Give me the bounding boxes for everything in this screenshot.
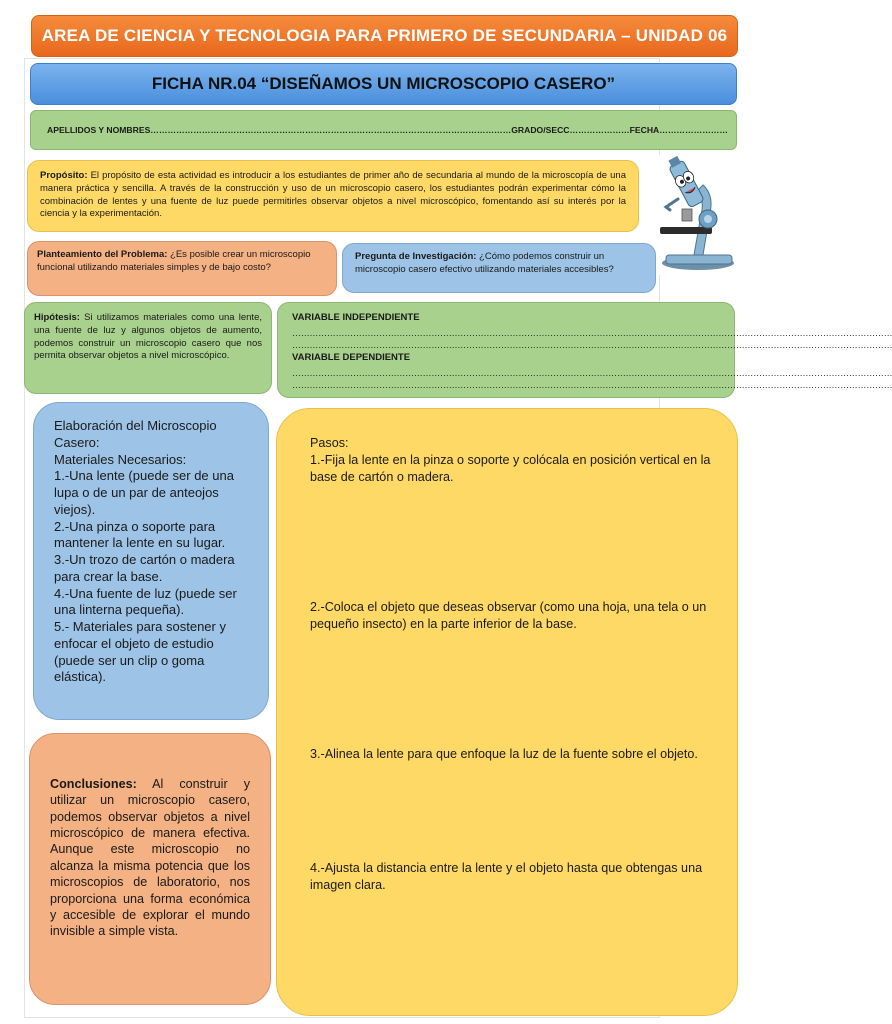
hypothesis-box [24,302,272,394]
problem-text: ¿Es posible crear un microscopio funcional utilizando materiales simples y de bajo costo? [37,249,311,273]
microscope-cartoon-icon [648,155,736,275]
step-item: 1.-Fija la lente en la pinza o soporte y colócala en posición vertical en la base de cartón o madera. [310,453,711,485]
independent-variable-label: VARIABLE INDEPENDIENTE [292,312,420,323]
purpose-box [27,160,639,232]
material-item: 5.- Materiales para sostener y enfocar el objeto de estudio (puede ser un clip o goma elástica). [54,619,226,685]
materials-heading: Elaboración del Microscopio Casero: [54,418,217,450]
worksheet-title-banner [30,63,737,105]
worksheet-title: FICHA NR.04 “DISEÑAMOS UN MICROSCOPIO CASERO” [151,74,616,93]
material-item: 2.-Una pinza o soporte para mantener la lente en su lugar. [54,518,226,551]
student-info-line: APELLIDOS Y NOMBRES………………………………………………………………………………………………………………GRADO/SECC…………………FECHA…………………… [47,125,728,135]
conclusions-label: Conclusiones: [50,777,137,791]
question-text: ¿Cómo podemos construir un microscopio casero efectivo utilizando materiales accesibles? [355,251,614,275]
unit-title-banner [31,15,738,57]
material-item: 1.-Una lente (puede ser de una lupa o de un par de anteojos viejos). [54,468,234,517]
steps-box [276,408,738,1016]
hypothesis-label: Hipótesis: [34,312,80,323]
conclusions-text: Al construir y utilizar un microscopio casero, podemos observar objetos a nivel microscópico de manera efectiva. Aunque este microscopio no alcanza la misma potencia que los microscopios de laboratorio, nos proporciona una forma económica y accesible de explorar el mundo invisible a simple vista. [50,777,250,939]
material-item: 3.-Un trozo de cartón o madera para crear la base. [54,552,235,584]
independent-variable-line-1[interactable]: ……………………………………………………………………………………………………………………………………………………………………………………… [292,327,892,338]
step-item: 2.-Coloca el objeto que deseas observar (como una hoja, una tela o un pequeño insecto) en la parte inferior de la base. [310,600,707,632]
student-info-bar[interactable] [30,110,737,150]
variables-box[interactable] [277,302,892,398]
purpose-text: El propósito de esta actividad es introducir a los estudiantes de primer año de secundaria al mundo de la microscopía de una manera práctica y sencilla. A través de la construcción y uso de un microscopio casero, los estudiantes podrán experimentar cómo la combinación de lentes y una fuente de luz puede permitirles observar objetos a nivel microscópico, fomentando así su interés por la ciencia y la experimentación. [40,170,626,220]
dependent-variable-line-2[interactable]: ……………………………………………………………………………………………………………………………………………………………………………………… [292,379,892,390]
research-question-box [342,243,656,293]
materials-subheading: Materiales Necesarios: [54,451,187,467]
materials-box [33,402,269,720]
steps-heading: Pasos: [310,436,349,450]
problem-label: Planteamiento del Problema: [37,249,168,260]
dependent-variable-line-1[interactable]: ……………………………………………………………………………………………………………………………………………………………………………………… [292,368,892,378]
question-label: Pregunta de Investigación: [355,251,477,262]
purpose-label: Propósito: [40,170,88,181]
independent-variable-line-2[interactable]: ……………………………………………………………………………………………………………………………………………………………………………………… [292,339,892,350]
material-item: 4.-Una fuente de luz (puede ser una linterna pequeña). [54,585,237,618]
step-item: 3.-Alinea la lente para que enfoque la luz de la fuente sobre el objeto. [310,747,698,761]
unit-title: AREA DE CIENCIA Y TECNOLOGIA PARA PRIMERO DE SECUNDARIA – UNIDAD 06 [41,26,728,45]
hypothesis-text: Si utilizamos materiales como una lente, una fuente de luz y algunos objetos de aumento, podemos construir un microscopio casero que nos permita observar objetos a nivel microscópico. [34,312,262,362]
dependent-variable-label: VARIABLE DEPENDIENTE [292,352,411,364]
step-item: 4.-Ajusta la distancia entre la lente y el objeto hasta que obtengas una imagen clara. [310,861,703,893]
problem-statement-box [27,241,337,296]
conclusions-box [29,733,271,1005]
